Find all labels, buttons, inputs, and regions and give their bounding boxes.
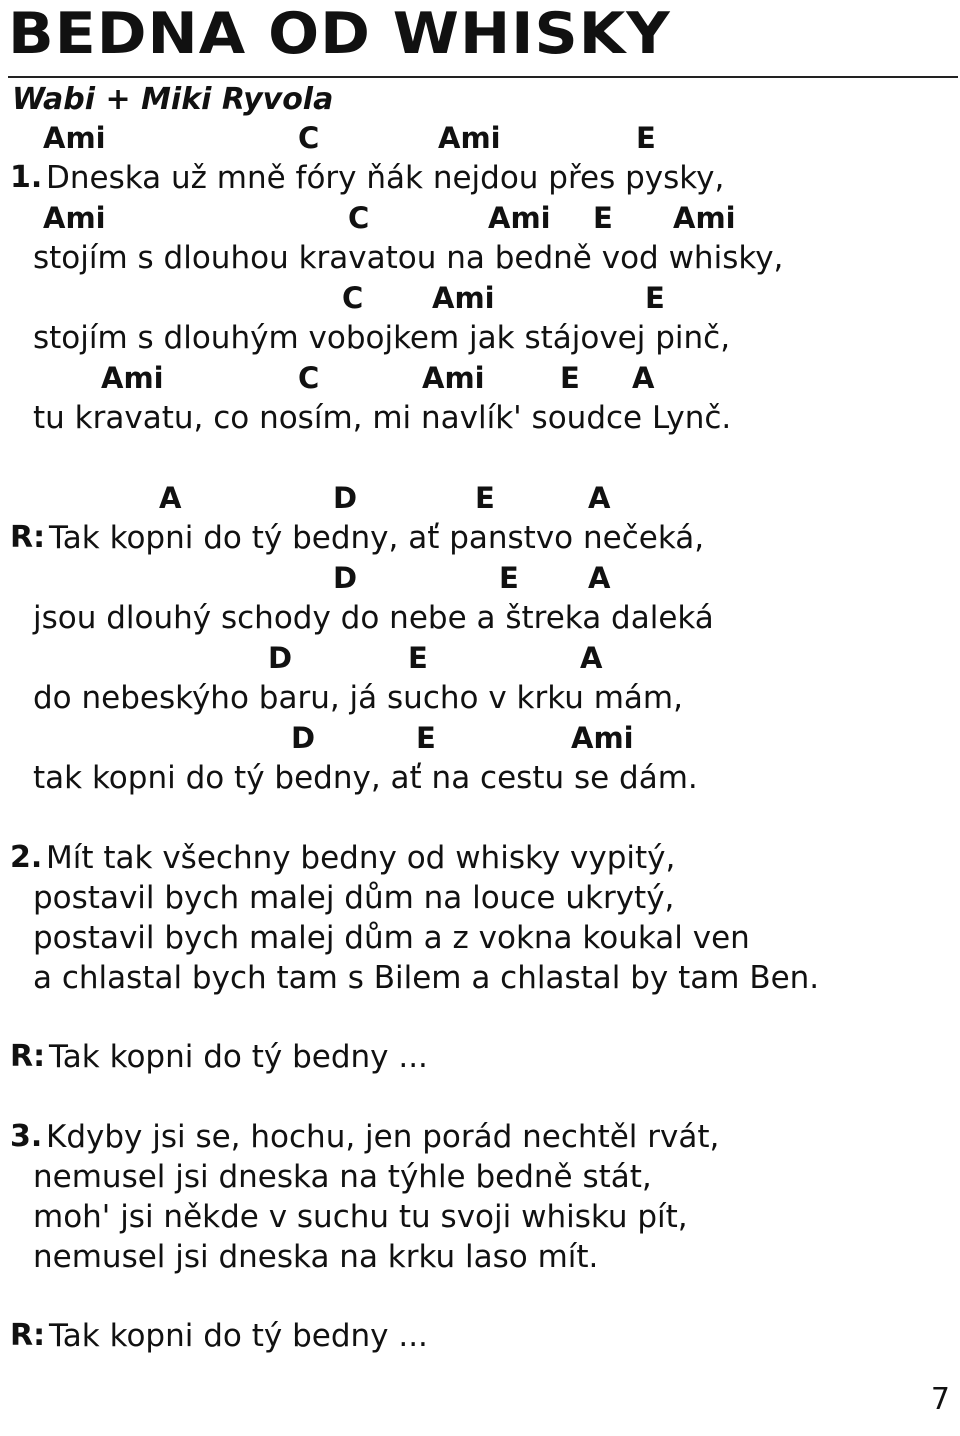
- verse3-lyric-line-2: [0, 1157, 960, 1197]
- chord: D: [291, 721, 316, 755]
- page-number: 7: [930, 1382, 950, 1417]
- chord: E: [475, 481, 495, 515]
- verse1-lyric-line-1: [0, 158, 960, 198]
- refrain-label: R:: [10, 1318, 46, 1353]
- refrain-label: R:: [10, 1039, 46, 1074]
- refrain-chord-line-1: [0, 478, 960, 518]
- chord: Ami: [422, 361, 485, 395]
- verse2-lyric-line-3: [0, 918, 960, 958]
- lyric-text: Dneska už mně fóry ňák nejdou přes pysky,: [46, 160, 725, 196]
- chord: C: [348, 201, 370, 235]
- lyric-text: Tak kopni do tý bedny ...: [49, 1039, 428, 1075]
- lyric-text: postavil bych malej dům na louce ukrytý,: [33, 880, 675, 916]
- chord: C: [342, 281, 364, 315]
- verse2-lyric-line-1: [0, 838, 960, 878]
- refrain-label: R:: [10, 520, 46, 555]
- lyric-text: postavil bych malej dům a z vokna koukal ven: [33, 920, 750, 956]
- refrain-lyric-line-4: [0, 758, 960, 798]
- lyric-text: moh' jsi někde v suchu tu svoji whisku pít,: [33, 1199, 688, 1235]
- verse1-chord-line-2: [0, 198, 960, 238]
- song-author: Wabi + Miki Ryvola: [12, 82, 334, 117]
- refrain-repeat-line: [0, 1037, 960, 1077]
- chord: E: [408, 641, 428, 675]
- lyric-text: jsou dlouhý schody do nebe a štreka daleká: [33, 600, 714, 636]
- chord: Ami: [432, 281, 495, 315]
- lyric-text: a chlastal bych tam s Bilem a chlastal by tam Ben.: [33, 960, 820, 996]
- lyric-text: nemusel jsi dneska na týhle bedně stát,: [33, 1159, 652, 1195]
- refrain-chord-line-3: [0, 638, 960, 678]
- chord: A: [632, 361, 655, 395]
- lyric-text: stojím s dlouhým vobojkem jak stájovej pinč,: [33, 320, 731, 356]
- lyric-text: Kdyby jsi se, hochu, jen porád nechtěl rvát,: [46, 1119, 720, 1155]
- verse3-lyric-line-4: [0, 1237, 960, 1277]
- chord: A: [588, 481, 611, 515]
- chord: E: [416, 721, 436, 755]
- verse3-lyric-line-1: [0, 1117, 960, 1157]
- chord: E: [499, 561, 519, 595]
- lyric-text: Tak kopni do tý bedny, ať panstvo nečeká,: [49, 520, 705, 556]
- chord: E: [636, 121, 656, 155]
- title-divider: [8, 76, 958, 78]
- verse2-lyric-line-2: [0, 878, 960, 918]
- refrain-lyric-line-1: [0, 518, 960, 558]
- lyric-text: Tak kopni do tý bedny ...: [49, 1318, 428, 1354]
- chord: E: [645, 281, 665, 315]
- refrain-repeat-line: [0, 1316, 960, 1356]
- chord: C: [298, 121, 320, 155]
- chord: D: [333, 561, 358, 595]
- verse1-lyric-line-2: [0, 238, 960, 278]
- chord: E: [560, 361, 580, 395]
- chord: D: [333, 481, 358, 515]
- verse1-chord-line-3: [0, 278, 960, 318]
- refrain-lyric-line-2: [0, 598, 960, 638]
- refrain-lyric-line-3: [0, 678, 960, 718]
- chord: Ami: [488, 201, 551, 235]
- lyric-text: stojím s dlouhou kravatou na bedně vod whisky,: [33, 240, 784, 276]
- lyric-text: Mít tak všechny bedny od whisky vypitý,: [46, 840, 676, 876]
- chord: E: [593, 201, 613, 235]
- verse-number: 3.: [10, 1119, 43, 1154]
- chord: A: [159, 481, 182, 515]
- chord: Ami: [438, 121, 501, 155]
- chord: C: [298, 361, 320, 395]
- verse-number: 2.: [10, 840, 43, 875]
- refrain-chord-line-2: [0, 558, 960, 598]
- verse1-lyric-line-4: [0, 398, 960, 438]
- verse-number: 1.: [10, 160, 43, 195]
- verse3-lyric-line-3: [0, 1197, 960, 1237]
- lyric-text: do nebeskýho baru, já sucho v krku mám,: [33, 680, 683, 716]
- song-title: BEDNA OD WHISKY: [8, 0, 671, 68]
- verse2-lyric-line-4: [0, 958, 960, 998]
- chord: D: [268, 641, 293, 675]
- chord: Ami: [43, 121, 106, 155]
- chord: Ami: [43, 201, 106, 235]
- chord: Ami: [673, 201, 736, 235]
- lyric-text: tu kravatu, co nosím, mi navlík' soudce Lynč.: [33, 400, 732, 436]
- lyric-text: nemusel jsi dneska na krku laso mít.: [33, 1239, 599, 1275]
- chord: Ami: [571, 721, 634, 755]
- verse1-chord-line-1: [0, 118, 960, 158]
- lyric-text: tak kopni do tý bedny, ať na cestu se dám.: [33, 760, 698, 796]
- chord: A: [580, 641, 603, 675]
- chord: Ami: [101, 361, 164, 395]
- verse1-lyric-line-3: [0, 318, 960, 358]
- chord: A: [588, 561, 611, 595]
- refrain-chord-line-4: [0, 718, 960, 758]
- verse1-chord-line-4: [0, 358, 960, 398]
